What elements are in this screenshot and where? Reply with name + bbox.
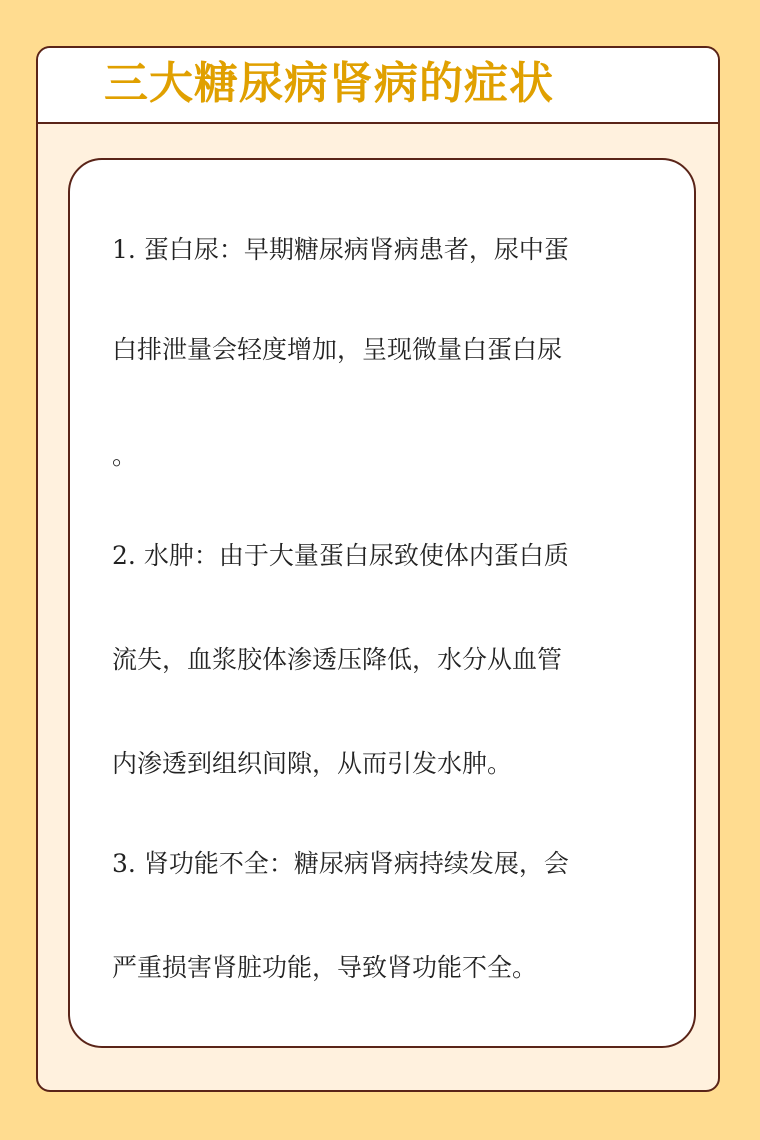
item-line: 。: [112, 441, 138, 470]
item-line: [112, 846, 569, 882]
item-number: 2.: [112, 541, 136, 570]
item-line: 内渗透到组织间隙，从而引发水肿。: [112, 749, 513, 778]
page-title: 三大糖尿病肾病的症状: [104, 58, 554, 109]
content-box: [68, 158, 696, 1048]
card-header: [38, 48, 718, 124]
item-number: 3.: [112, 849, 136, 878]
item-number: 1.: [112, 235, 136, 264]
item-line: 流失，血浆胶体渗透压降低，水分从血管: [112, 645, 563, 674]
item-line: [112, 538, 569, 574]
item-text: 水肿：由于大量蛋白尿致使体内蛋白质: [143, 541, 569, 570]
article-card: [36, 46, 720, 1092]
item-text: 蛋白尿：早期糖尿病肾病患者，尿中蛋: [143, 235, 569, 264]
item-line: 白排泄量会轻度增加，呈现微量白蛋白尿: [112, 335, 563, 364]
item-text: 肾功能不全：糖尿病肾病持续发展，会: [143, 849, 569, 878]
item-line: 严重损害肾脏功能，导致肾功能不全。: [112, 953, 538, 982]
item-line: [112, 232, 569, 268]
